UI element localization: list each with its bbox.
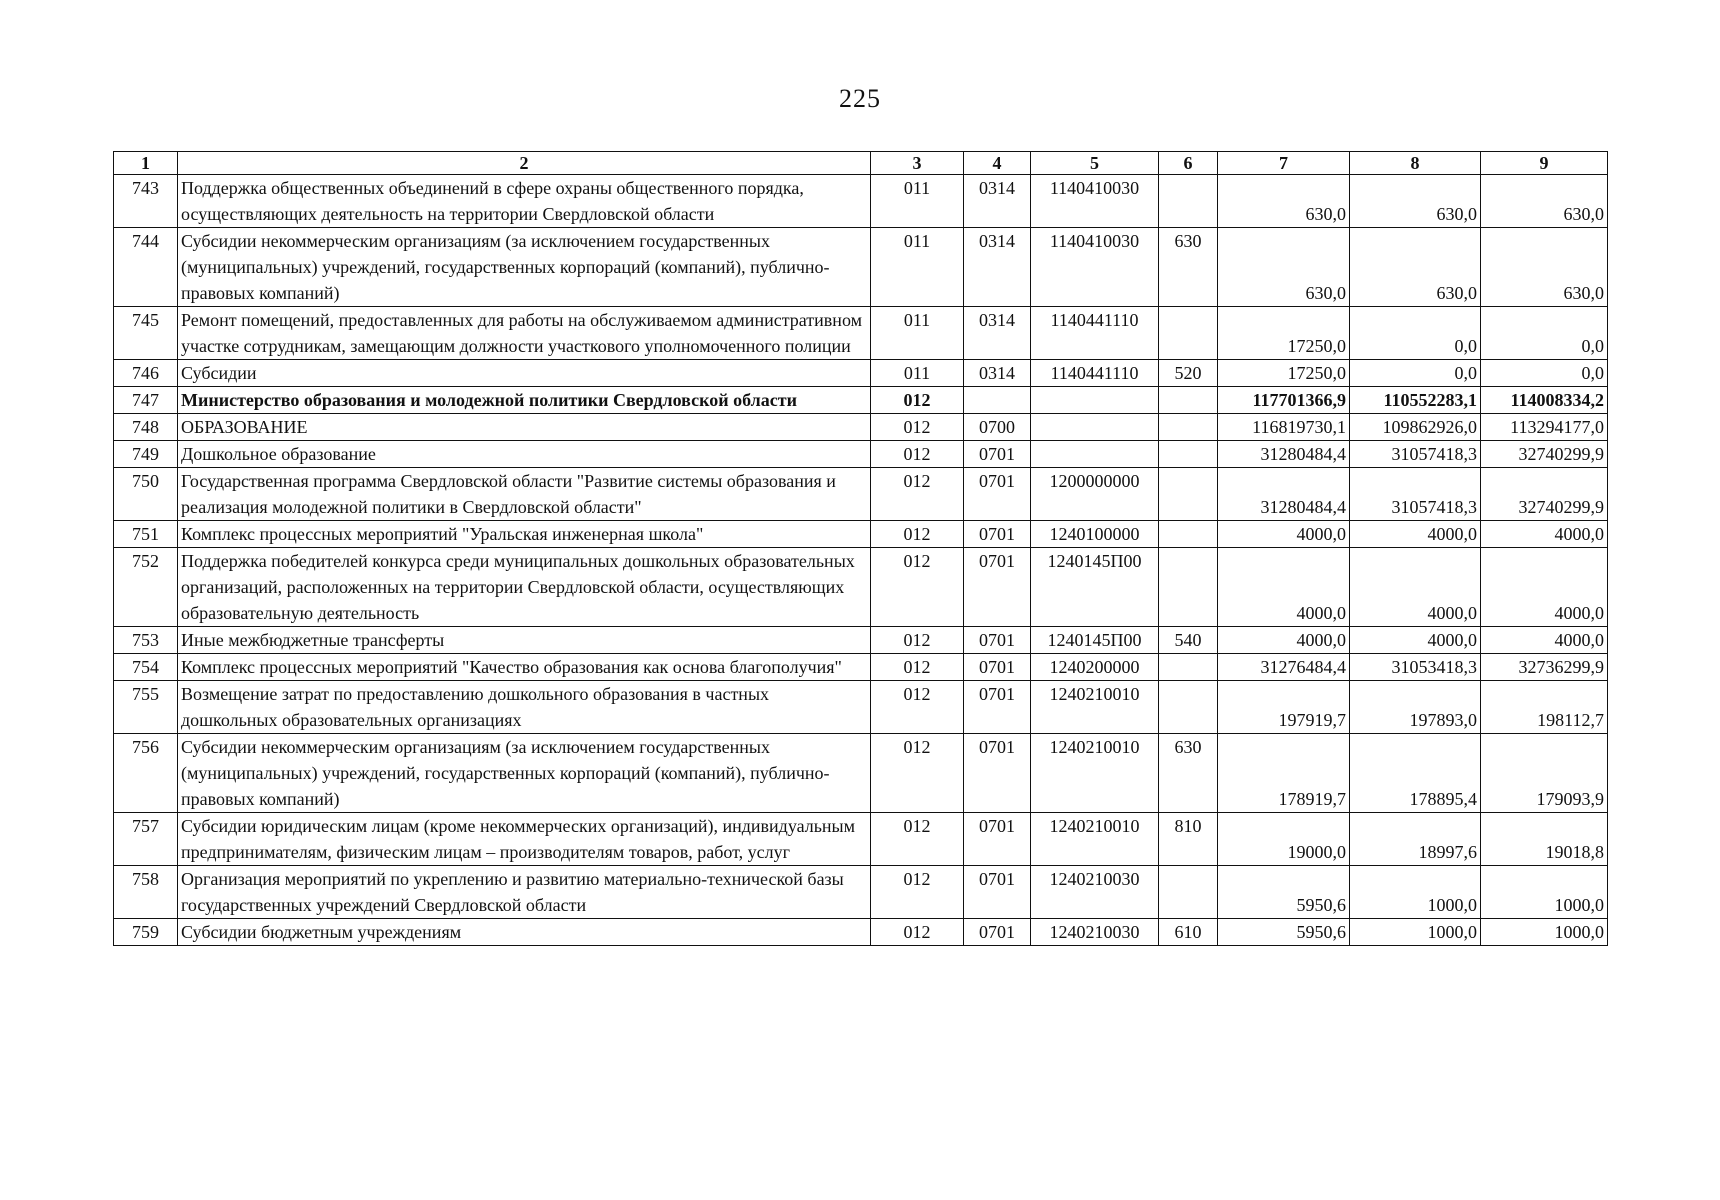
amount-year-3: 1000,0 <box>1481 919 1608 946</box>
amount-year-3: 630,0 <box>1481 175 1608 228</box>
row-name: ОБРАЗОВАНИЕ <box>178 414 871 441</box>
table-row <box>114 681 1608 734</box>
amount-year-1: 117701366,9 <box>1218 387 1350 414</box>
amount-year-2: 630,0 <box>1350 175 1481 228</box>
code-admin: 012 <box>871 919 964 946</box>
amount-year-3: 630,0 <box>1481 228 1608 307</box>
code-target: 1240100000 <box>1031 521 1159 548</box>
row-name: Иные межбюджетные трансферты <box>178 627 871 654</box>
amount-year-2: 178895,4 <box>1350 734 1481 813</box>
table-row <box>114 654 1608 681</box>
amount-year-3: 19018,8 <box>1481 813 1608 866</box>
row-name: Организация мероприятий по укреплению и развитию материально-технической базы государственных учреждений Свердловской области <box>178 866 871 919</box>
code-section: 0701 <box>964 441 1031 468</box>
code-section: 0701 <box>964 813 1031 866</box>
amount-year-2: 4000,0 <box>1350 548 1481 627</box>
amount-year-1: 630,0 <box>1218 228 1350 307</box>
table-row <box>114 866 1608 919</box>
code-expense-type: 520 <box>1159 360 1218 387</box>
column-header: 1 <box>114 152 178 175</box>
code-expense-type: 630 <box>1159 228 1218 307</box>
code-expense-type: 610 <box>1159 919 1218 946</box>
code-target <box>1031 441 1159 468</box>
amount-year-2: 4000,0 <box>1350 627 1481 654</box>
amount-year-2: 197893,0 <box>1350 681 1481 734</box>
amount-year-3: 113294177,0 <box>1481 414 1608 441</box>
amount-year-1: 5950,6 <box>1218 866 1350 919</box>
code-expense-type <box>1159 681 1218 734</box>
code-expense-type: 540 <box>1159 627 1218 654</box>
code-target: 1140410030 <box>1031 228 1159 307</box>
amount-year-1: 17250,0 <box>1218 307 1350 360</box>
code-admin: 011 <box>871 175 964 228</box>
table-body <box>114 175 1608 946</box>
amount-year-3: 32740299,9 <box>1481 441 1608 468</box>
budget-table <box>113 151 1608 946</box>
code-target: 1240200000 <box>1031 654 1159 681</box>
code-expense-type <box>1159 307 1218 360</box>
row-name: Государственная программа Свердловской области "Развитие системы образования и реализация молодежной политики в Свердловской области" <box>178 468 871 521</box>
code-expense-type <box>1159 521 1218 548</box>
code-target: 1240210010 <box>1031 681 1159 734</box>
amount-year-3: 0,0 <box>1481 307 1608 360</box>
column-header: 3 <box>871 152 964 175</box>
row-number: 756 <box>114 734 178 813</box>
code-target: 1140441110 <box>1031 360 1159 387</box>
amount-year-2: 630,0 <box>1350 228 1481 307</box>
amount-year-2: 109862926,0 <box>1350 414 1481 441</box>
row-number: 758 <box>114 866 178 919</box>
amount-year-3: 179093,9 <box>1481 734 1608 813</box>
row-name: Субсидии <box>178 360 871 387</box>
column-header: 2 <box>178 152 871 175</box>
amount-year-3: 4000,0 <box>1481 548 1608 627</box>
code-admin: 012 <box>871 468 964 521</box>
table-row <box>114 387 1608 414</box>
column-header: 8 <box>1350 152 1481 175</box>
amount-year-1: 17250,0 <box>1218 360 1350 387</box>
amount-year-1: 5950,6 <box>1218 919 1350 946</box>
row-name: Субсидии бюджетным учреждениям <box>178 919 871 946</box>
code-section: 0314 <box>964 307 1031 360</box>
row-name: Субсидии некоммерческим организациям (за исключением государственных (муниципальных) учреждений, государственных корпораций (компаний), публично-правовых компаний) <box>178 228 871 307</box>
amount-year-1: 178919,7 <box>1218 734 1350 813</box>
row-number: 743 <box>114 175 178 228</box>
table-row <box>114 175 1608 228</box>
code-section <box>964 387 1031 414</box>
amount-year-2: 31053418,3 <box>1350 654 1481 681</box>
row-name: Субсидии юридическим лицам (кроме некоммерческих организаций), индивидуальным предпринимателям, физическим лицам – производителям товаров, работ, услуг <box>178 813 871 866</box>
row-name: Ремонт помещений, предоставленных для работы на обслуживаемом административном участке сотрудникам, замещающим должности участкового уполномоченного полиции <box>178 307 871 360</box>
table-row <box>114 521 1608 548</box>
code-expense-type <box>1159 548 1218 627</box>
amount-year-1: 4000,0 <box>1218 627 1350 654</box>
amount-year-3: 0,0 <box>1481 360 1608 387</box>
page-number: 225 <box>839 84 881 113</box>
code-target: 1140410030 <box>1031 175 1159 228</box>
row-number: 754 <box>114 654 178 681</box>
code-section: 0701 <box>964 734 1031 813</box>
code-section: 0700 <box>964 414 1031 441</box>
code-admin: 012 <box>871 627 964 654</box>
code-admin: 012 <box>871 813 964 866</box>
amount-year-3: 4000,0 <box>1481 627 1608 654</box>
row-name: Субсидии некоммерческим организациям (за исключением государственных (муниципальных) учреждений, государственных корпораций (компаний), публично-правовых компаний) <box>178 734 871 813</box>
code-section: 0314 <box>964 175 1031 228</box>
code-expense-type <box>1159 387 1218 414</box>
code-target: 1200000000 <box>1031 468 1159 521</box>
code-target <box>1031 387 1159 414</box>
code-target: 1240145П00 <box>1031 548 1159 627</box>
code-admin: 012 <box>871 414 964 441</box>
row-number: 750 <box>114 468 178 521</box>
code-expense-type: 810 <box>1159 813 1218 866</box>
amount-year-1: 31276484,4 <box>1218 654 1350 681</box>
row-number: 744 <box>114 228 178 307</box>
code-admin: 012 <box>871 654 964 681</box>
code-target: 1140441110 <box>1031 307 1159 360</box>
amount-year-1: 31280484,4 <box>1218 441 1350 468</box>
row-number: 745 <box>114 307 178 360</box>
amount-year-2: 1000,0 <box>1350 919 1481 946</box>
code-section: 0701 <box>964 548 1031 627</box>
amount-year-1: 630,0 <box>1218 175 1350 228</box>
amount-year-2: 18997,6 <box>1350 813 1481 866</box>
code-section: 0701 <box>964 627 1031 654</box>
code-target: 1240145П00 <box>1031 627 1159 654</box>
row-name: Поддержка общественных объединений в сфере охраны общественного порядка, осуществляющих деятельность на территории Свердловской области <box>178 175 871 228</box>
table-row <box>114 548 1608 627</box>
code-target: 1240210010 <box>1031 813 1159 866</box>
column-header: 6 <box>1159 152 1218 175</box>
table-row <box>114 414 1608 441</box>
code-section: 0701 <box>964 468 1031 521</box>
code-admin: 012 <box>871 441 964 468</box>
column-header: 4 <box>964 152 1031 175</box>
code-admin: 011 <box>871 228 964 307</box>
amount-year-1: 116819730,1 <box>1218 414 1350 441</box>
row-number: 749 <box>114 441 178 468</box>
code-target: 1240210010 <box>1031 734 1159 813</box>
amount-year-2: 31057418,3 <box>1350 441 1481 468</box>
amount-year-3: 114008334,2 <box>1481 387 1608 414</box>
amount-year-1: 197919,7 <box>1218 681 1350 734</box>
code-expense-type <box>1159 468 1218 521</box>
code-target <box>1031 414 1159 441</box>
code-target: 1240210030 <box>1031 919 1159 946</box>
amount-year-2: 0,0 <box>1350 360 1481 387</box>
row-number: 757 <box>114 813 178 866</box>
amount-year-3: 32740299,9 <box>1481 468 1608 521</box>
table-row <box>114 468 1608 521</box>
code-admin: 012 <box>871 521 964 548</box>
amount-year-1: 31280484,4 <box>1218 468 1350 521</box>
amount-year-2: 31057418,3 <box>1350 468 1481 521</box>
code-expense-type <box>1159 414 1218 441</box>
column-header: 5 <box>1031 152 1159 175</box>
code-target: 1240210030 <box>1031 866 1159 919</box>
row-number: 747 <box>114 387 178 414</box>
code-admin: 012 <box>871 734 964 813</box>
table-row <box>114 360 1608 387</box>
row-number: 755 <box>114 681 178 734</box>
table-row <box>114 307 1608 360</box>
amount-year-1: 4000,0 <box>1218 548 1350 627</box>
code-section: 0701 <box>964 521 1031 548</box>
code-admin: 012 <box>871 548 964 627</box>
code-admin: 012 <box>871 681 964 734</box>
code-expense-type <box>1159 441 1218 468</box>
table-header-row <box>114 152 1608 175</box>
amount-year-3: 198112,7 <box>1481 681 1608 734</box>
code-expense-type <box>1159 654 1218 681</box>
row-name: Дошкольное образование <box>178 441 871 468</box>
row-number: 746 <box>114 360 178 387</box>
amount-year-3: 32736299,9 <box>1481 654 1608 681</box>
amount-year-1: 19000,0 <box>1218 813 1350 866</box>
row-name: Поддержка победителей конкурса среди муниципальных дошкольных образовательных организаций, расположенных на территории Свердловской области, осуществляющих образовательную деятельность <box>178 548 871 627</box>
table-row <box>114 627 1608 654</box>
column-header: 9 <box>1481 152 1608 175</box>
amount-year-3: 1000,0 <box>1481 866 1608 919</box>
code-section: 0314 <box>964 360 1031 387</box>
row-name: Министерство образования и молодежной политики Свердловской области <box>178 387 871 414</box>
row-number: 759 <box>114 919 178 946</box>
code-expense-type <box>1159 175 1218 228</box>
code-section: 0701 <box>964 866 1031 919</box>
code-section: 0701 <box>964 681 1031 734</box>
code-admin: 011 <box>871 360 964 387</box>
code-section: 0701 <box>964 919 1031 946</box>
row-name: Комплекс процессных мероприятий "Качество образования как основа благополучия" <box>178 654 871 681</box>
amount-year-2: 110552283,1 <box>1350 387 1481 414</box>
code-section: 0701 <box>964 654 1031 681</box>
code-admin: 011 <box>871 307 964 360</box>
amount-year-2: 1000,0 <box>1350 866 1481 919</box>
code-section: 0314 <box>964 228 1031 307</box>
table-row <box>114 441 1608 468</box>
code-expense-type <box>1159 866 1218 919</box>
row-number: 748 <box>114 414 178 441</box>
row-number: 752 <box>114 548 178 627</box>
amount-year-2: 0,0 <box>1350 307 1481 360</box>
amount-year-1: 4000,0 <box>1218 521 1350 548</box>
row-name: Возмещение затрат по предоставлению дошкольного образования в частных дошкольных образовательных организациях <box>178 681 871 734</box>
code-admin: 012 <box>871 866 964 919</box>
row-number: 753 <box>114 627 178 654</box>
table-row <box>114 919 1608 946</box>
row-name: Комплекс процессных мероприятий "Уральская инженерная школа" <box>178 521 871 548</box>
table-row <box>114 813 1608 866</box>
table-row <box>114 228 1608 307</box>
column-header: 7 <box>1218 152 1350 175</box>
row-number: 751 <box>114 521 178 548</box>
amount-year-3: 4000,0 <box>1481 521 1608 548</box>
code-expense-type: 630 <box>1159 734 1218 813</box>
code-admin: 012 <box>871 387 964 414</box>
table-row <box>114 734 1608 813</box>
amount-year-2: 4000,0 <box>1350 521 1481 548</box>
